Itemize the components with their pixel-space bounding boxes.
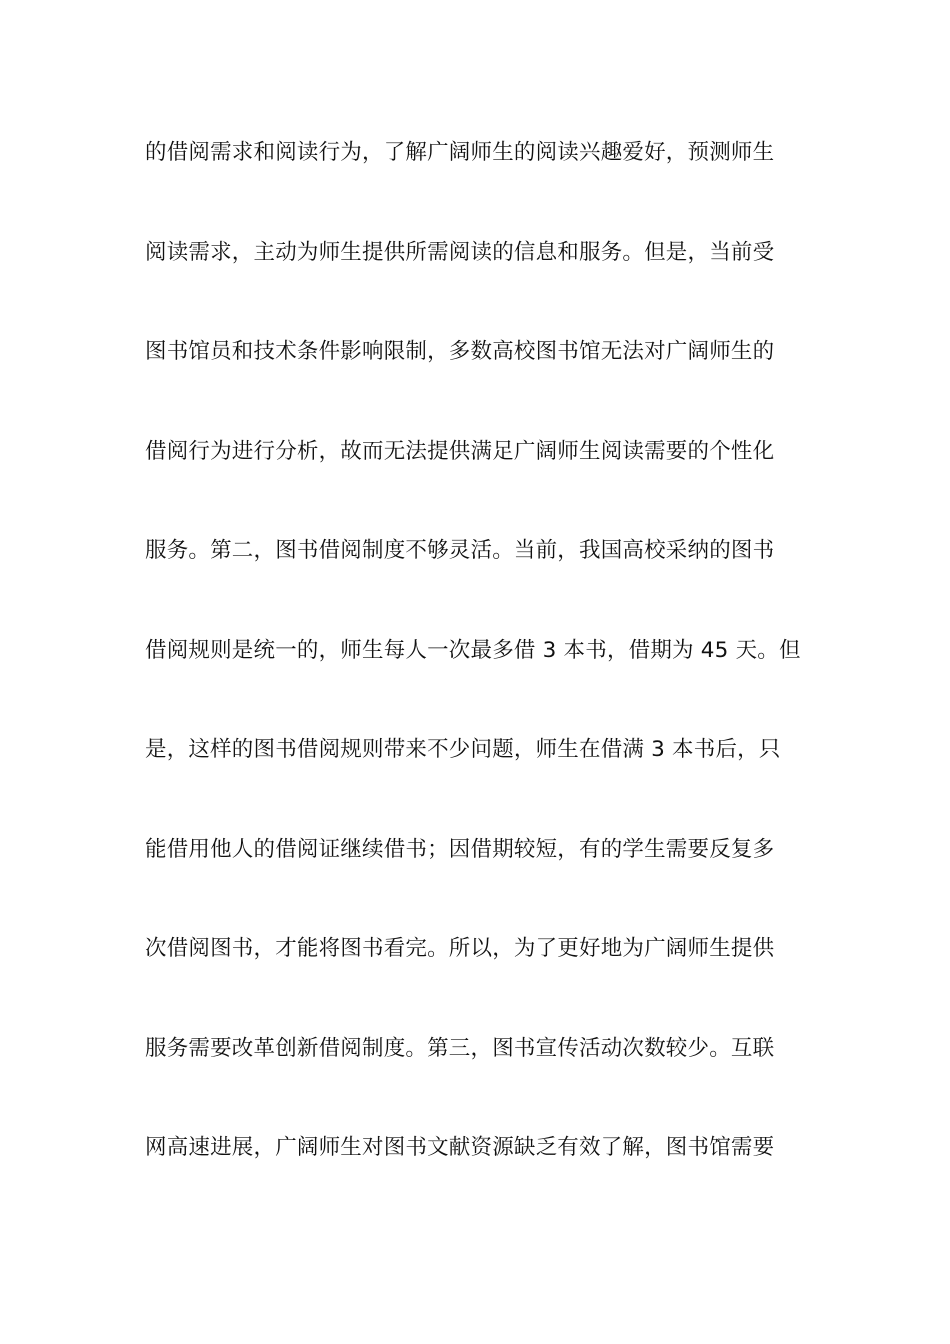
text-line: 能借用他人的借阅证继续借书；因借期较短，有的学生需要反复多 [145,836,775,862]
body-paragraph [145,134,815,1229]
text-line: 次借阅图书，才能将图书看完。所以，为了更好地为广阔师生提供 [145,936,775,961]
text-line: 网高速进展，广阔师生对图书文献资源缺乏有效了解，图书馆需要 [145,1135,775,1160]
text-line: 借阅行为进行分析，故而无法提供满足广阔师生阅读需要的个性化 [145,438,775,464]
text-line: 阅读需求，主动为师生提供所需阅读的信息和服务。但是，当前受 [145,239,775,265]
text-line: 服务。第二，图书借阅制度不够灵活。当前，我国高校采纳的图书 [145,538,775,563]
text-line: 是，这样的图书借阅规则带来不少问题，师生在借满 3 本书后，只 [145,737,781,762]
text-line: 图书馆员和技术条件影响限制，多数高校图书馆无法对广阔师生的 [145,339,775,364]
text-line: 的借阅需求和阅读行为，了解广阔师生的阅读兴趣爱好，预测师生 [145,140,775,165]
text-line: 借阅规则是统一的，师生每人一次最多借 3 本书，借期为 45 天。但 [145,637,801,663]
text-line: 服务需要改革创新借阅制度。第三，图书宣传活动次数较少。互联 [145,1035,775,1061]
